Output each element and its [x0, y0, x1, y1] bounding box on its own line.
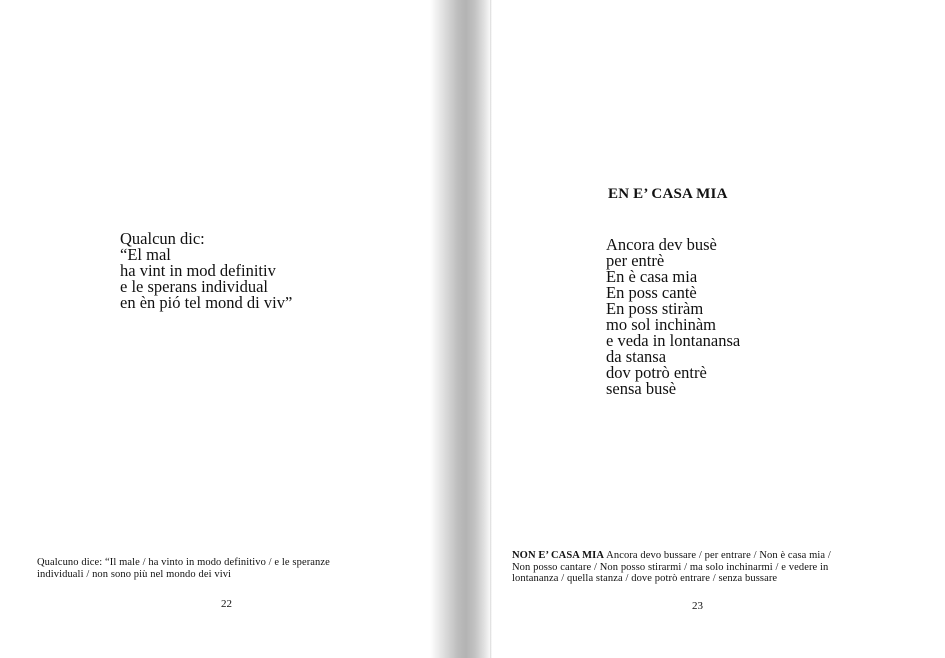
poem-line: dov potrò entrè — [606, 363, 707, 382]
poem-line: En poss cantè — [606, 283, 697, 302]
poem-title: EN E’ CASA MIA — [608, 186, 728, 202]
footnote-line: Qualcuno dice: “Il male / ha vinto in modo definitivo / e le speranze — [37, 557, 330, 568]
poem-line: ha vint in mod definitiv — [120, 261, 276, 280]
poem-line: Qualcun dic: — [120, 229, 205, 248]
footnote-text: Ancora devo bussare / per entrare / Non è casa mia / — [604, 550, 831, 561]
right-poem — [606, 237, 740, 397]
footnote-line: lontananza / quella stanza / dove potrò entrare / senza bussare — [512, 573, 778, 584]
poem-line: mo sol inchinàm — [606, 315, 716, 334]
page-number-left: 22 — [221, 598, 232, 610]
poem-line: en èn pió tel mond di viv” — [120, 293, 293, 312]
poem-line: En poss stiràm — [606, 299, 704, 318]
poem-line: En è casa mia — [606, 267, 698, 286]
left-poem — [120, 231, 292, 311]
left-translation-footnote — [37, 557, 330, 580]
poem-line: Ancora dev busè — [606, 235, 717, 254]
poem-line: per entrè — [606, 251, 665, 270]
poem-line: da stansa — [606, 347, 667, 366]
poem-line: e veda in lontanansa — [606, 331, 741, 350]
footnote-line: individuali / non sono più nel mondo dei vivi — [37, 568, 232, 580]
footnote-line: Non posso cantare / Non posso stirarmi / ma solo inchinarmi / e vedere in — [512, 561, 829, 573]
footnote-title: NON E’ CASA MIA — [512, 550, 605, 561]
book-gutter — [430, 0, 492, 658]
poem-line: e le sperans individual — [120, 277, 269, 296]
poem-line: “El mal — [120, 245, 171, 264]
right-translation-footnote — [512, 550, 831, 585]
page-number-right: 23 — [692, 600, 703, 612]
footnote-line — [512, 550, 831, 562]
poem-line: sensa busè — [606, 379, 677, 398]
